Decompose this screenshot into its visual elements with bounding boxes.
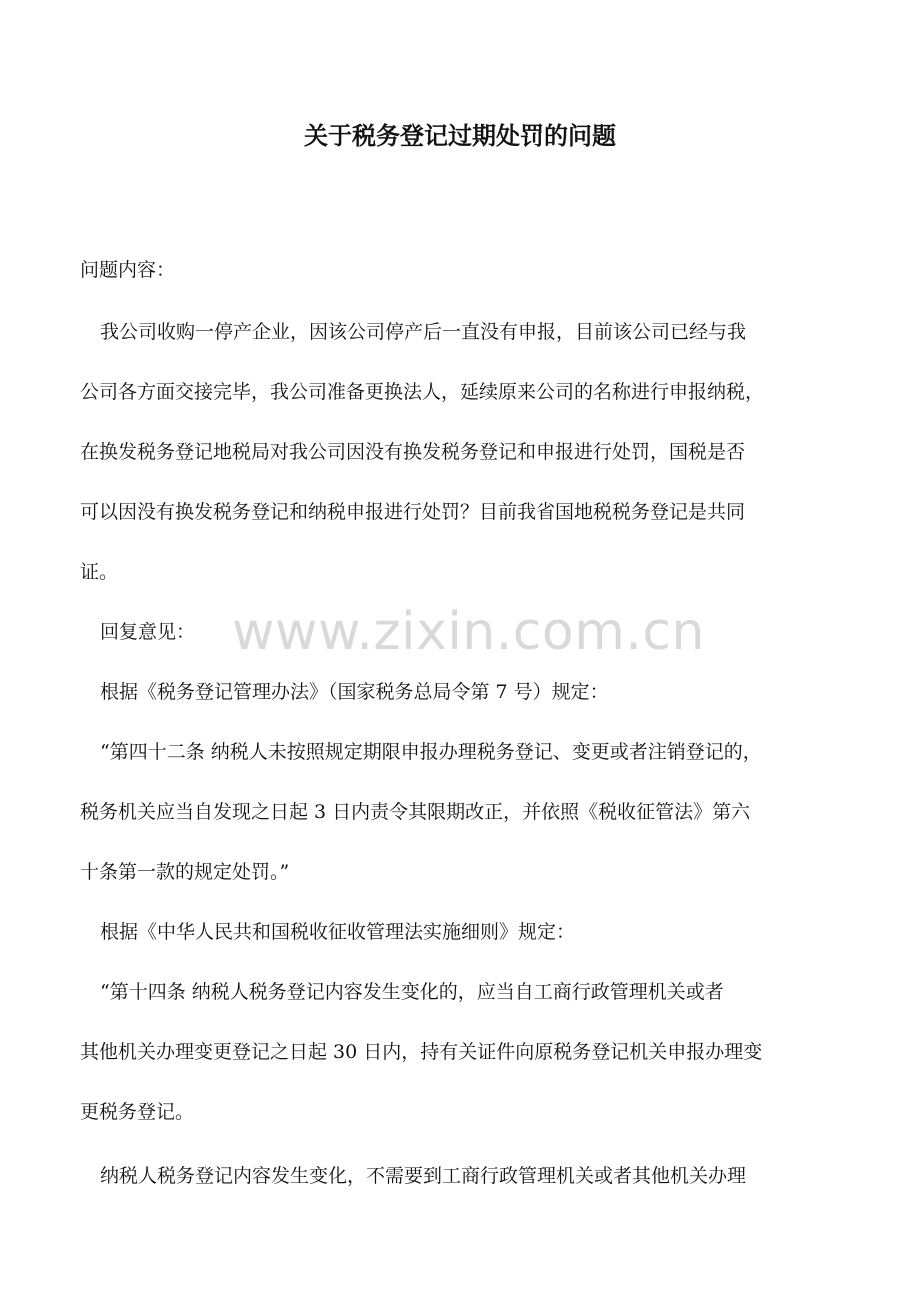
watermark: www.zixin.com.cn	[232, 602, 705, 662]
question-line-3: 在换发税务登记地税局对我公司因没有换发税务登记和申报进行处罚，国税是否	[80, 441, 746, 463]
question-line-5: 证。	[80, 561, 119, 583]
quote-2-line-2: 其他机关办理变更登记之日起 30 日内，持有关证件向原税务登记机关申报办理变	[80, 1041, 763, 1063]
question-line-2: 公司各方面交接完毕，我公司准备更换法人，延续原来公司的名称进行申报纳税，	[80, 381, 765, 403]
question-line-4: 可以因没有换发税务登记和纳税申报进行处罚？目前我省国地税税务登记是共同	[80, 501, 746, 523]
quote-2-line-3: 更税务登记。	[80, 1101, 195, 1123]
quote-1-line-3: 十条第一款的规定处罚。”	[80, 861, 290, 883]
quote-1-line-2: 税务机关应当自发现之日起 3 日内责令其限期改正，并依照《税收征管法》第六	[80, 801, 751, 823]
reply-line-2: 根据《中华人民共和国税收征收管理法实施细则》规定：	[100, 921, 576, 943]
question-line-1: 我公司收购一停产企业，因该公司停产后一直没有申报，目前该公司已经与我	[100, 321, 747, 343]
document-title: 关于税务登记过期处罚的问题	[304, 121, 616, 150]
question-label: 问题内容：	[80, 259, 176, 281]
quote-2-line-1: “第十四条 纳税人税务登记内容发生变化的，应当自工商行政管理机关或者	[100, 981, 724, 1003]
reply-line-1: 根据《税务登记管理办法》（国家税务总局令第 7 号）规定：	[100, 681, 609, 703]
reply-line-3: 纳税人税务登记内容发生变化，不需要到工商行政管理机关或者其他机关办理	[100, 1165, 747, 1187]
reply-label: 回复意见：	[100, 621, 196, 643]
quote-1-line-1: “第四十二条 纳税人未按照规定期限申报办理税务登记、变更或者注销登记的，	[100, 741, 762, 763]
